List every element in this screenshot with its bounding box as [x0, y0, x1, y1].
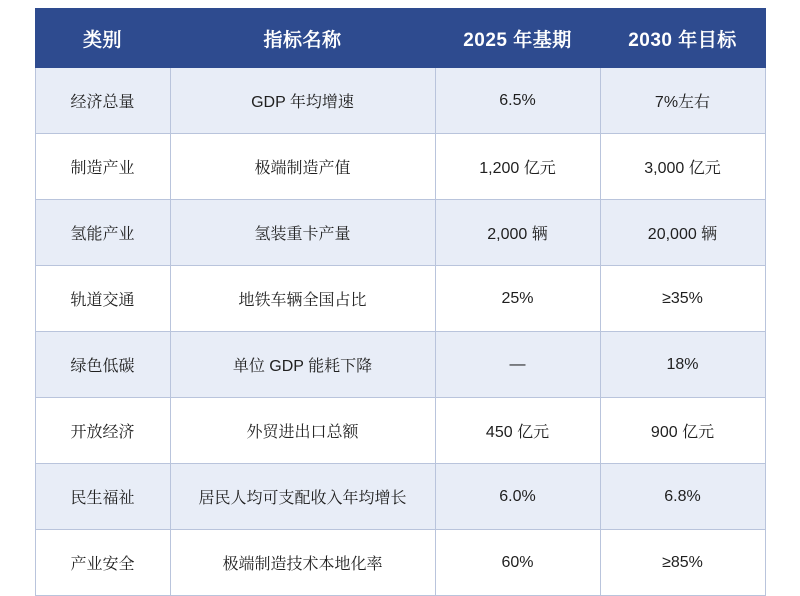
column-header-indicator: 指标名称: [170, 9, 435, 68]
table-row: [35, 464, 765, 530]
cell-base-2025: 60%: [435, 530, 600, 596]
cell-target-2030: 3,000 亿元: [600, 134, 765, 200]
table-body: [35, 68, 765, 596]
cell-target-2030: 20,000 辆: [600, 200, 765, 266]
cell-base-2025: —: [435, 332, 600, 398]
cell-category: 民生福祉: [35, 464, 170, 530]
cell-target-2030: 6.8%: [600, 464, 765, 530]
cell-base-2025: 2,000 辆: [435, 200, 600, 266]
metrics-table: [35, 8, 766, 596]
cell-category: 产业安全: [35, 530, 170, 596]
table-row: [35, 332, 765, 398]
cell-base-2025: 25%: [435, 266, 600, 332]
cell-category: 开放经济: [35, 398, 170, 464]
cell-category: 经济总量: [35, 68, 170, 134]
cell-target-2030: ≥85%: [600, 530, 765, 596]
cell-indicator: 居民人均可支配收入年均增长: [170, 464, 435, 530]
column-header-category: 类别: [35, 9, 170, 68]
cell-indicator: 外贸进出口总额: [170, 398, 435, 464]
cell-target-2030: 18%: [600, 332, 765, 398]
cell-target-2030: ≥35%: [600, 266, 765, 332]
cell-target-2030: 900 亿元: [600, 398, 765, 464]
table-header: [35, 9, 765, 68]
cell-indicator: 单位 GDP 能耗下降: [170, 332, 435, 398]
cell-target-2030: 7%左右: [600, 68, 765, 134]
table-row: [35, 266, 765, 332]
cell-category: 轨道交通: [35, 266, 170, 332]
cell-base-2025: 6.0%: [435, 464, 600, 530]
table-row: [35, 398, 765, 464]
cell-indicator: 极端制造产值: [170, 134, 435, 200]
cell-category: 绿色低碳: [35, 332, 170, 398]
cell-indicator: 极端制造技术本地化率: [170, 530, 435, 596]
cell-base-2025: 450 亿元: [435, 398, 600, 464]
table-row: [35, 68, 765, 134]
table-row: [35, 200, 765, 266]
table-row: [35, 134, 765, 200]
cell-base-2025: 6.5%: [435, 68, 600, 134]
column-header-target-2030: 2030 年目标: [600, 9, 765, 68]
table-row: [35, 530, 765, 596]
cell-category: 氢能产业: [35, 200, 170, 266]
cell-category: 制造产业: [35, 134, 170, 200]
column-header-base-2025: 2025 年基期: [435, 9, 600, 68]
cell-base-2025: 1,200 亿元: [435, 134, 600, 200]
cell-indicator: GDP 年均增速: [170, 68, 435, 134]
cell-indicator: 氢装重卡产量: [170, 200, 435, 266]
table-header-row: [35, 9, 765, 68]
cell-indicator: 地铁车辆全国占比: [170, 266, 435, 332]
